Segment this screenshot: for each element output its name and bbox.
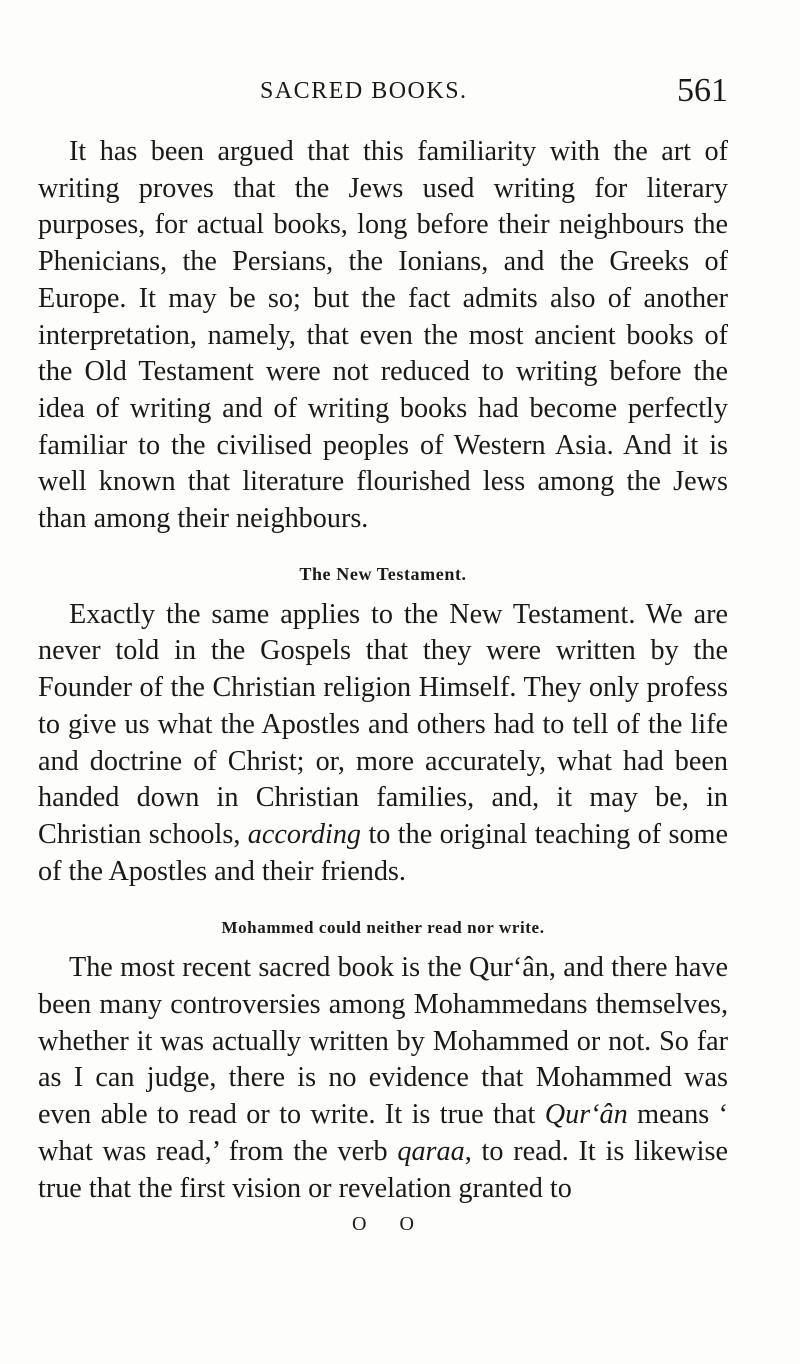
book-page — [38, 72, 728, 1236]
paragraph-text: to the original teaching of some of the Apostles and their friends. — [38, 818, 728, 887]
heading-mohammed: Mohammed could neither read nor write. — [221, 918, 545, 938]
italic-word: according — [247, 818, 362, 850]
paragraph-new-testament — [38, 597, 728, 891]
paragraph-text: The most recent sacred book is the Qur‘ân, and there have been many controversies among Mohammedans themselves, whether it was actually written by Mohammed or not. So far as I can judge, there is no evidence that Mohammed was even able to read or to write. It is true that — [38, 952, 728, 1131]
paragraph-text: , to read. It is likewise true that the first vision or revelation granted to — [38, 1135, 728, 1204]
italic-word: Qur‘ân — [544, 1099, 628, 1131]
paragraph-text: means ‘ what was read,’ from the verb — [38, 1099, 728, 1167]
paragraph-jews-writing: It has been argued that this familiarity with the art of writing proves that the Jews used writing for literary purposes, for actual books, long before their neighbours the Phenicians, the Persians, the Ionians, and the Greeks of Europe. It may be so; but the fact admits also of another interpretation, namely, that even the most ancient books of the Old Testament were not reduced to writing before the idea of writing and of writing books had become perfectly familiar to the civilised peoples of Western Asia. And it is well known that literature flourished less among the Jews than among their neighbours. — [38, 136, 728, 535]
paragraph-quran — [38, 950, 728, 1207]
heading-new-testament: The New Testament. — [299, 563, 467, 584]
signature-mark: O O — [352, 1213, 428, 1236]
paragraph-text: Exactly the same applies to the New Testament. We are never told in the Gospels that they were written by the Founder of the Christian religion Himself. They only profess to give us what the Apostles and others had to tell of the life and doctrine of Christ; or, more accurately, what had been handed down in Christian families, and, it may be, in Christian schools, — [38, 598, 728, 850]
running-head — [38, 72, 728, 112]
italic-word: qaraa — [397, 1135, 465, 1167]
page-number: 561 — [677, 72, 728, 109]
running-title: SACRED BOOKS. — [260, 78, 468, 104]
